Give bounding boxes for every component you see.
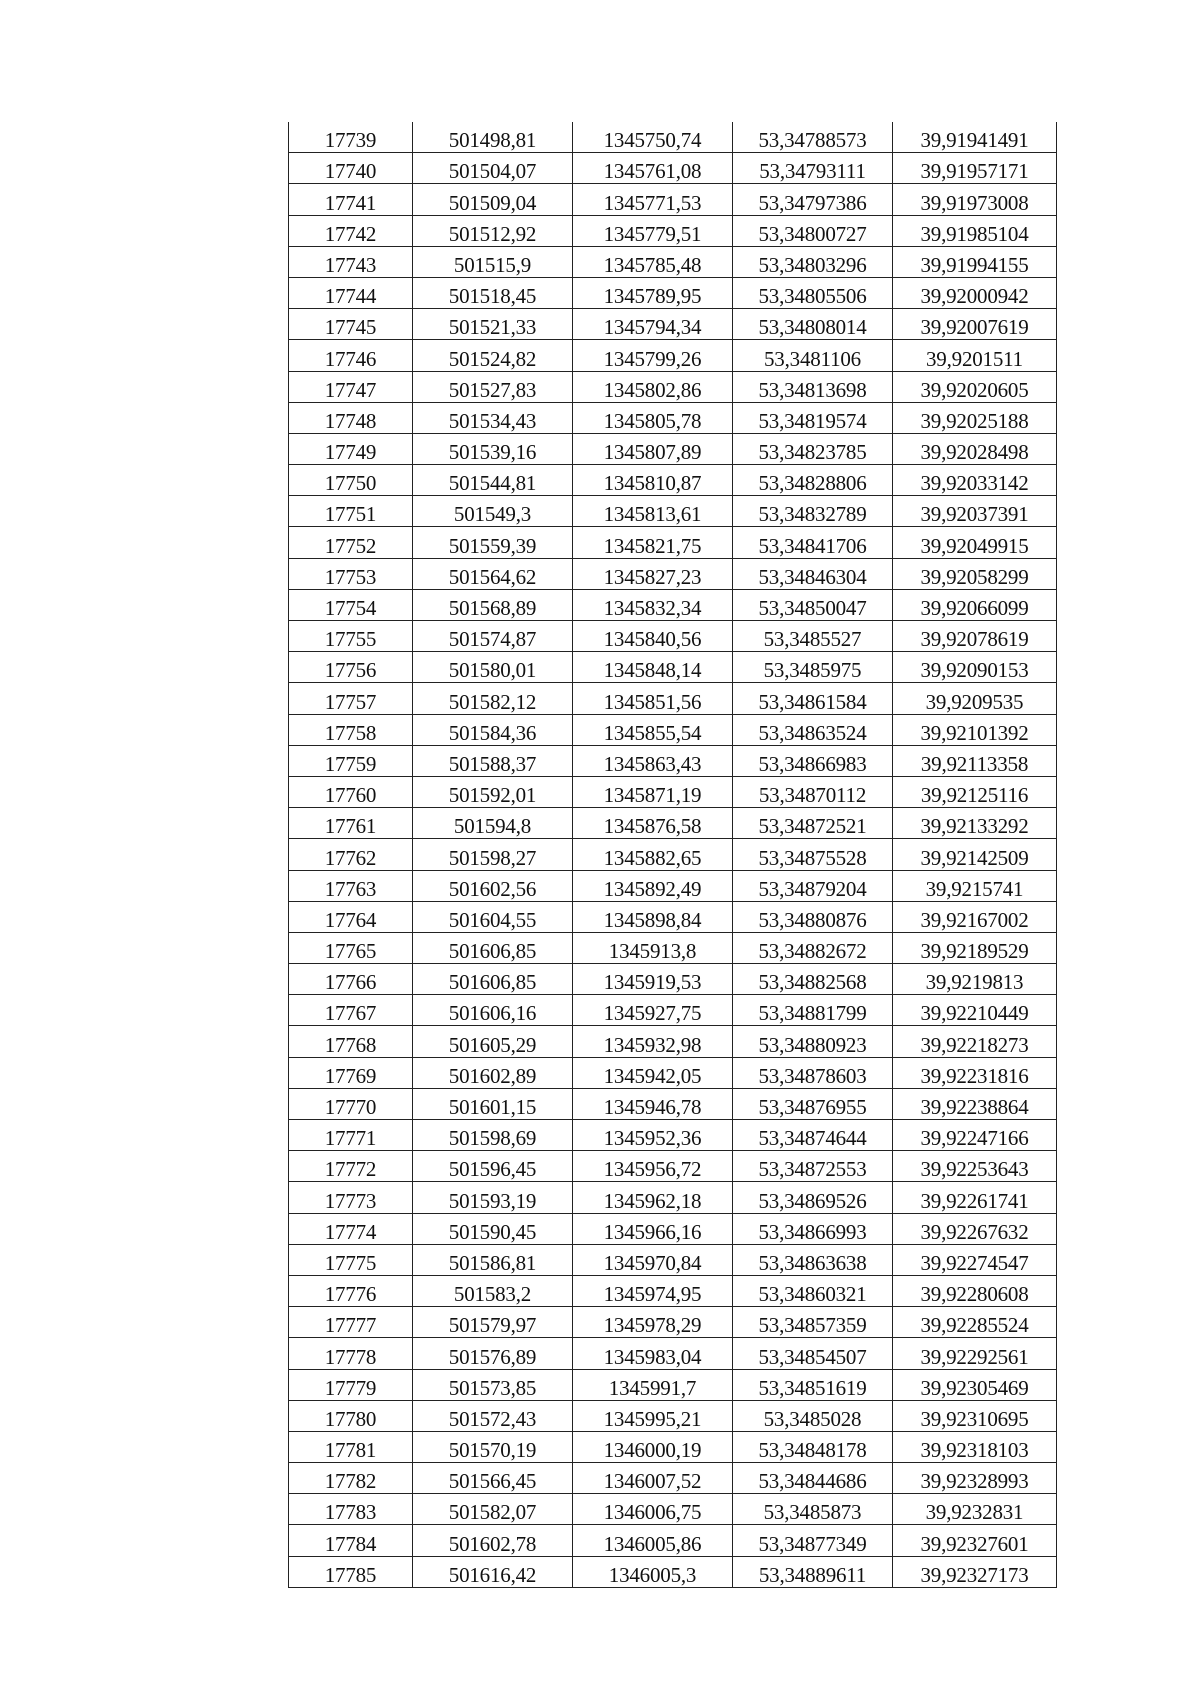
table-row xyxy=(289,714,1057,745)
table-cell-y-coordinate: 1345932,98 xyxy=(573,1026,733,1057)
table-cell-longitude: 39,92218273 xyxy=(893,1026,1057,1057)
table-cell-point-number: 17740 xyxy=(289,153,413,184)
table-cell-latitude: 53,34823785 xyxy=(733,433,893,464)
table-cell-longitude: 39,92113358 xyxy=(893,745,1057,776)
table-cell-point-number: 17754 xyxy=(289,589,413,620)
table-row xyxy=(289,1151,1057,1182)
table-row xyxy=(289,1026,1057,1057)
table-cell-x-coordinate: 501572,43 xyxy=(413,1400,573,1431)
table-cell-x-coordinate: 501602,89 xyxy=(413,1057,573,1088)
table-cell-latitude: 53,34880876 xyxy=(733,901,893,932)
table-cell-longitude: 39,92000942 xyxy=(893,277,1057,308)
table-cell-longitude: 39,9232831 xyxy=(893,1494,1057,1525)
table-cell-x-coordinate: 501598,69 xyxy=(413,1120,573,1151)
table-row xyxy=(289,1120,1057,1151)
table-cell-y-coordinate: 1345810,87 xyxy=(573,465,733,496)
table-cell-x-coordinate: 501584,36 xyxy=(413,714,573,745)
table-cell-point-number: 17774 xyxy=(289,1213,413,1244)
coordinates-table-body xyxy=(289,122,1057,1587)
table-cell-x-coordinate: 501616,42 xyxy=(413,1556,573,1587)
table-cell-longitude: 39,92261741 xyxy=(893,1182,1057,1213)
table-cell-longitude: 39,9201511 xyxy=(893,340,1057,371)
coordinates-table xyxy=(288,122,1057,1588)
table-cell-point-number: 17783 xyxy=(289,1494,413,1525)
table-cell-latitude: 53,34863524 xyxy=(733,714,893,745)
table-cell-longitude: 39,92253643 xyxy=(893,1151,1057,1182)
table-row xyxy=(289,1275,1057,1306)
table-row xyxy=(289,371,1057,402)
table-cell-y-coordinate: 1345851,56 xyxy=(573,683,733,714)
table-row xyxy=(289,652,1057,683)
table-cell-x-coordinate: 501586,81 xyxy=(413,1244,573,1275)
table-cell-x-coordinate: 501580,01 xyxy=(413,652,573,683)
table-cell-x-coordinate: 501549,3 xyxy=(413,496,573,527)
table-cell-y-coordinate: 1345991,7 xyxy=(573,1369,733,1400)
table-cell-y-coordinate: 1345898,84 xyxy=(573,901,733,932)
table-cell-x-coordinate: 501509,04 xyxy=(413,184,573,215)
table-cell-latitude: 53,34872521 xyxy=(733,808,893,839)
table-cell-latitude: 53,34841706 xyxy=(733,527,893,558)
table-cell-longitude: 39,92247166 xyxy=(893,1120,1057,1151)
table-cell-point-number: 17748 xyxy=(289,402,413,433)
table-cell-longitude: 39,91957171 xyxy=(893,153,1057,184)
table-cell-longitude: 39,92238864 xyxy=(893,1088,1057,1119)
table-row xyxy=(289,995,1057,1026)
table-row xyxy=(289,1369,1057,1400)
table-cell-longitude: 39,92090153 xyxy=(893,652,1057,683)
table-cell-x-coordinate: 501601,15 xyxy=(413,1088,573,1119)
table-cell-x-coordinate: 501512,92 xyxy=(413,215,573,246)
table-cell-longitude: 39,92285524 xyxy=(893,1307,1057,1338)
table-row xyxy=(289,215,1057,246)
table-cell-y-coordinate: 1345978,29 xyxy=(573,1307,733,1338)
table-row xyxy=(289,1494,1057,1525)
table-cell-latitude: 53,34879204 xyxy=(733,870,893,901)
table-cell-y-coordinate: 1346005,86 xyxy=(573,1525,733,1556)
table-row xyxy=(289,246,1057,277)
table-cell-latitude: 53,3485527 xyxy=(733,621,893,652)
table-cell-longitude: 39,92133292 xyxy=(893,808,1057,839)
table-cell-point-number: 17771 xyxy=(289,1120,413,1151)
table-cell-y-coordinate: 1345832,34 xyxy=(573,589,733,620)
table-cell-x-coordinate: 501521,33 xyxy=(413,309,573,340)
table-cell-y-coordinate: 1345892,49 xyxy=(573,870,733,901)
table-cell-latitude: 53,34808014 xyxy=(733,309,893,340)
table-row xyxy=(289,776,1057,807)
table-cell-point-number: 17756 xyxy=(289,652,413,683)
table-cell-y-coordinate: 1345802,86 xyxy=(573,371,733,402)
table-cell-longitude: 39,92292561 xyxy=(893,1338,1057,1369)
table-cell-x-coordinate: 501524,82 xyxy=(413,340,573,371)
table-cell-y-coordinate: 1345952,36 xyxy=(573,1120,733,1151)
table-cell-point-number: 17743 xyxy=(289,246,413,277)
table-cell-x-coordinate: 501504,07 xyxy=(413,153,573,184)
table-cell-point-number: 17741 xyxy=(289,184,413,215)
table-cell-y-coordinate: 1345913,8 xyxy=(573,932,733,963)
table-cell-x-coordinate: 501579,97 xyxy=(413,1307,573,1338)
table-cell-point-number: 17782 xyxy=(289,1463,413,1494)
table-cell-longitude: 39,9219813 xyxy=(893,964,1057,995)
table-cell-x-coordinate: 501602,78 xyxy=(413,1525,573,1556)
table-cell-longitude: 39,92274547 xyxy=(893,1244,1057,1275)
table-cell-y-coordinate: 1345779,51 xyxy=(573,215,733,246)
table-cell-point-number: 17765 xyxy=(289,932,413,963)
table-cell-point-number: 17757 xyxy=(289,683,413,714)
table-cell-y-coordinate: 1345919,53 xyxy=(573,964,733,995)
table-cell-point-number: 17762 xyxy=(289,839,413,870)
coordinates-table-container xyxy=(288,122,1056,1588)
table-cell-y-coordinate: 1345771,53 xyxy=(573,184,733,215)
table-cell-point-number: 17746 xyxy=(289,340,413,371)
table-row xyxy=(289,1182,1057,1213)
table-row xyxy=(289,870,1057,901)
table-cell-longitude: 39,92058299 xyxy=(893,558,1057,589)
table-cell-point-number: 17781 xyxy=(289,1431,413,1462)
table-cell-point-number: 17768 xyxy=(289,1026,413,1057)
table-cell-point-number: 17750 xyxy=(289,465,413,496)
table-cell-latitude: 53,34848178 xyxy=(733,1431,893,1462)
table-cell-longitude: 39,92318103 xyxy=(893,1431,1057,1462)
table-cell-point-number: 17739 xyxy=(289,122,413,153)
table-cell-x-coordinate: 501592,01 xyxy=(413,776,573,807)
table-cell-latitude: 53,34805506 xyxy=(733,277,893,308)
table-cell-latitude: 53,34876955 xyxy=(733,1088,893,1119)
table-cell-longitude: 39,92020605 xyxy=(893,371,1057,402)
table-cell-x-coordinate: 501588,37 xyxy=(413,745,573,776)
table-cell-longitude: 39,91973008 xyxy=(893,184,1057,215)
table-row xyxy=(289,1057,1057,1088)
table-cell-x-coordinate: 501606,85 xyxy=(413,964,573,995)
table-row xyxy=(289,1556,1057,1587)
table-cell-x-coordinate: 501564,62 xyxy=(413,558,573,589)
table-cell-latitude: 53,34857359 xyxy=(733,1307,893,1338)
table-cell-latitude: 53,34866993 xyxy=(733,1213,893,1244)
table-cell-x-coordinate: 501515,9 xyxy=(413,246,573,277)
table-cell-point-number: 17775 xyxy=(289,1244,413,1275)
table-cell-y-coordinate: 1345848,14 xyxy=(573,652,733,683)
table-cell-longitude: 39,92231816 xyxy=(893,1057,1057,1088)
table-cell-latitude: 53,34846304 xyxy=(733,558,893,589)
table-cell-y-coordinate: 1346005,3 xyxy=(573,1556,733,1587)
table-cell-point-number: 17770 xyxy=(289,1088,413,1119)
table-cell-latitude: 53,34861584 xyxy=(733,683,893,714)
table-cell-point-number: 17745 xyxy=(289,309,413,340)
table-cell-x-coordinate: 501606,16 xyxy=(413,995,573,1026)
table-row xyxy=(289,309,1057,340)
table-cell-y-coordinate: 1345750,74 xyxy=(573,122,733,153)
table-cell-longitude: 39,92280608 xyxy=(893,1275,1057,1306)
table-cell-latitude: 53,34882672 xyxy=(733,932,893,963)
table-cell-longitude: 39,92028498 xyxy=(893,433,1057,464)
table-cell-x-coordinate: 501544,81 xyxy=(413,465,573,496)
table-row xyxy=(289,153,1057,184)
table-cell-y-coordinate: 1345789,95 xyxy=(573,277,733,308)
table-cell-latitude: 53,34803296 xyxy=(733,246,893,277)
table-cell-y-coordinate: 1345799,26 xyxy=(573,340,733,371)
table-row xyxy=(289,184,1057,215)
table-cell-x-coordinate: 501582,07 xyxy=(413,1494,573,1525)
table-row xyxy=(289,932,1057,963)
table-cell-point-number: 17761 xyxy=(289,808,413,839)
table-cell-point-number: 17760 xyxy=(289,776,413,807)
table-cell-longitude: 39,9209535 xyxy=(893,683,1057,714)
table-cell-x-coordinate: 501527,83 xyxy=(413,371,573,402)
table-cell-longitude: 39,92142509 xyxy=(893,839,1057,870)
table-row xyxy=(289,558,1057,589)
table-cell-x-coordinate: 501518,45 xyxy=(413,277,573,308)
table-row xyxy=(289,496,1057,527)
table-cell-latitude: 53,34866983 xyxy=(733,745,893,776)
table-cell-x-coordinate: 501583,2 xyxy=(413,1275,573,1306)
table-cell-point-number: 17763 xyxy=(289,870,413,901)
table-cell-y-coordinate: 1345863,43 xyxy=(573,745,733,776)
table-cell-longitude: 39,92189529 xyxy=(893,932,1057,963)
table-cell-point-number: 17751 xyxy=(289,496,413,527)
table-cell-latitude: 53,34863638 xyxy=(733,1244,893,1275)
table-row xyxy=(289,1431,1057,1462)
table-cell-y-coordinate: 1345962,18 xyxy=(573,1182,733,1213)
table-cell-point-number: 17776 xyxy=(289,1275,413,1306)
table-cell-point-number: 17778 xyxy=(289,1338,413,1369)
table-row xyxy=(289,1088,1057,1119)
table-cell-x-coordinate: 501498,81 xyxy=(413,122,573,153)
table-cell-x-coordinate: 501559,39 xyxy=(413,527,573,558)
table-row xyxy=(289,1525,1057,1556)
table-row xyxy=(289,964,1057,995)
table-cell-point-number: 17769 xyxy=(289,1057,413,1088)
table-cell-x-coordinate: 501539,16 xyxy=(413,433,573,464)
table-cell-point-number: 17773 xyxy=(289,1182,413,1213)
table-cell-y-coordinate: 1345882,65 xyxy=(573,839,733,870)
table-cell-point-number: 17753 xyxy=(289,558,413,589)
table-cell-x-coordinate: 501576,89 xyxy=(413,1338,573,1369)
table-cell-point-number: 17755 xyxy=(289,621,413,652)
table-cell-x-coordinate: 501594,8 xyxy=(413,808,573,839)
table-cell-longitude: 39,92328993 xyxy=(893,1463,1057,1494)
table-row xyxy=(289,839,1057,870)
table-cell-longitude: 39,92327173 xyxy=(893,1556,1057,1587)
table-cell-point-number: 17764 xyxy=(289,901,413,932)
table-cell-longitude: 39,92267632 xyxy=(893,1213,1057,1244)
table-cell-y-coordinate: 1346000,19 xyxy=(573,1431,733,1462)
table-cell-latitude: 53,34860321 xyxy=(733,1275,893,1306)
table-cell-y-coordinate: 1345974,95 xyxy=(573,1275,733,1306)
table-cell-point-number: 17752 xyxy=(289,527,413,558)
table-cell-latitude: 53,34851619 xyxy=(733,1369,893,1400)
table-cell-longitude: 39,92037391 xyxy=(893,496,1057,527)
table-cell-longitude: 39,91941491 xyxy=(893,122,1057,153)
table-cell-point-number: 17744 xyxy=(289,277,413,308)
table-cell-longitude: 39,91985104 xyxy=(893,215,1057,246)
table-cell-x-coordinate: 501602,56 xyxy=(413,870,573,901)
table-cell-latitude: 53,34828806 xyxy=(733,465,893,496)
table-cell-x-coordinate: 501606,85 xyxy=(413,932,573,963)
table-cell-y-coordinate: 1345785,48 xyxy=(573,246,733,277)
table-cell-x-coordinate: 501598,27 xyxy=(413,839,573,870)
table-row xyxy=(289,1244,1057,1275)
table-cell-latitude: 53,34793111 xyxy=(733,153,893,184)
table-cell-latitude: 53,34800727 xyxy=(733,215,893,246)
table-cell-latitude: 53,34844686 xyxy=(733,1463,893,1494)
table-cell-latitude: 53,34819574 xyxy=(733,402,893,433)
table-row xyxy=(289,589,1057,620)
table-row xyxy=(289,901,1057,932)
table-cell-latitude: 53,34872553 xyxy=(733,1151,893,1182)
table-row xyxy=(289,745,1057,776)
table-cell-point-number: 17758 xyxy=(289,714,413,745)
table-cell-longitude: 39,91994155 xyxy=(893,246,1057,277)
table-cell-point-number: 17766 xyxy=(289,964,413,995)
table-cell-longitude: 39,92007619 xyxy=(893,309,1057,340)
table-cell-latitude: 53,34878603 xyxy=(733,1057,893,1088)
table-cell-y-coordinate: 1345983,04 xyxy=(573,1338,733,1369)
table-cell-latitude: 53,34813698 xyxy=(733,371,893,402)
table-cell-latitude: 53,34832789 xyxy=(733,496,893,527)
table-cell-x-coordinate: 501596,45 xyxy=(413,1151,573,1182)
table-cell-y-coordinate: 1346006,75 xyxy=(573,1494,733,1525)
table-cell-y-coordinate: 1345966,16 xyxy=(573,1213,733,1244)
table-cell-longitude: 39,92125116 xyxy=(893,776,1057,807)
table-cell-point-number: 17784 xyxy=(289,1525,413,1556)
table-cell-x-coordinate: 501574,87 xyxy=(413,621,573,652)
table-cell-latitude: 53,34854507 xyxy=(733,1338,893,1369)
table-row xyxy=(289,1338,1057,1369)
table-cell-y-coordinate: 1345970,84 xyxy=(573,1244,733,1275)
table-row xyxy=(289,621,1057,652)
table-cell-x-coordinate: 501573,85 xyxy=(413,1369,573,1400)
table-cell-y-coordinate: 1345871,19 xyxy=(573,776,733,807)
table-cell-x-coordinate: 501570,19 xyxy=(413,1431,573,1462)
table-cell-y-coordinate: 1345956,72 xyxy=(573,1151,733,1182)
table-cell-latitude: 53,34850047 xyxy=(733,589,893,620)
table-row xyxy=(289,340,1057,371)
table-cell-longitude: 39,92210449 xyxy=(893,995,1057,1026)
table-cell-y-coordinate: 1345805,78 xyxy=(573,402,733,433)
table-cell-y-coordinate: 1345761,08 xyxy=(573,153,733,184)
table-cell-longitude: 39,92033142 xyxy=(893,465,1057,496)
table-cell-latitude: 53,3481106 xyxy=(733,340,893,371)
table-cell-latitude: 53,34875528 xyxy=(733,839,893,870)
table-cell-y-coordinate: 1345794,34 xyxy=(573,309,733,340)
table-row xyxy=(289,1463,1057,1494)
table-cell-point-number: 17749 xyxy=(289,433,413,464)
table-cell-y-coordinate: 1345807,89 xyxy=(573,433,733,464)
table-cell-latitude: 53,34881799 xyxy=(733,995,893,1026)
table-cell-point-number: 17759 xyxy=(289,745,413,776)
table-cell-latitude: 53,34870112 xyxy=(733,776,893,807)
table-cell-x-coordinate: 501593,19 xyxy=(413,1182,573,1213)
table-cell-y-coordinate: 1346007,52 xyxy=(573,1463,733,1494)
table-cell-longitude: 39,92078619 xyxy=(893,621,1057,652)
table-cell-x-coordinate: 501568,89 xyxy=(413,589,573,620)
table-cell-y-coordinate: 1345946,78 xyxy=(573,1088,733,1119)
table-cell-longitude: 39,92101392 xyxy=(893,714,1057,745)
table-cell-longitude: 39,92310695 xyxy=(893,1400,1057,1431)
table-cell-x-coordinate: 501566,45 xyxy=(413,1463,573,1494)
table-cell-point-number: 17779 xyxy=(289,1369,413,1400)
table-cell-x-coordinate: 501534,43 xyxy=(413,402,573,433)
table-cell-y-coordinate: 1345821,75 xyxy=(573,527,733,558)
table-cell-latitude: 53,34874644 xyxy=(733,1120,893,1151)
table-cell-latitude: 53,34889611 xyxy=(733,1556,893,1587)
table-cell-longitude: 39,92066099 xyxy=(893,589,1057,620)
table-cell-latitude: 53,3485028 xyxy=(733,1400,893,1431)
table-cell-x-coordinate: 501582,12 xyxy=(413,683,573,714)
table-cell-x-coordinate: 501604,55 xyxy=(413,901,573,932)
table-row xyxy=(289,465,1057,496)
table-row xyxy=(289,1307,1057,1338)
table-row xyxy=(289,277,1057,308)
table-cell-y-coordinate: 1345840,56 xyxy=(573,621,733,652)
table-cell-longitude: 39,92327601 xyxy=(893,1525,1057,1556)
table-cell-point-number: 17772 xyxy=(289,1151,413,1182)
table-row xyxy=(289,433,1057,464)
table-row xyxy=(289,1213,1057,1244)
table-cell-latitude: 53,34877349 xyxy=(733,1525,893,1556)
table-cell-point-number: 17780 xyxy=(289,1400,413,1431)
table-cell-point-number: 17742 xyxy=(289,215,413,246)
table-cell-longitude: 39,92025188 xyxy=(893,402,1057,433)
table-cell-x-coordinate: 501590,45 xyxy=(413,1213,573,1244)
table-cell-latitude: 53,3485873 xyxy=(733,1494,893,1525)
table-cell-x-coordinate: 501605,29 xyxy=(413,1026,573,1057)
table-cell-y-coordinate: 1345855,54 xyxy=(573,714,733,745)
table-cell-longitude: 39,92167002 xyxy=(893,901,1057,932)
table-cell-latitude: 53,34880923 xyxy=(733,1026,893,1057)
table-cell-latitude: 53,34882568 xyxy=(733,964,893,995)
table-cell-longitude: 39,92305469 xyxy=(893,1369,1057,1400)
table-row xyxy=(289,683,1057,714)
table-cell-latitude: 53,3485975 xyxy=(733,652,893,683)
table-cell-point-number: 17785 xyxy=(289,1556,413,1587)
table-cell-latitude: 53,34797386 xyxy=(733,184,893,215)
table-row xyxy=(289,122,1057,153)
table-cell-point-number: 17747 xyxy=(289,371,413,402)
table-row xyxy=(289,527,1057,558)
table-cell-y-coordinate: 1345995,21 xyxy=(573,1400,733,1431)
table-cell-point-number: 17777 xyxy=(289,1307,413,1338)
table-cell-point-number: 17767 xyxy=(289,995,413,1026)
table-cell-y-coordinate: 1345827,23 xyxy=(573,558,733,589)
table-cell-latitude: 53,34869526 xyxy=(733,1182,893,1213)
table-row xyxy=(289,1400,1057,1431)
table-cell-longitude: 39,9215741 xyxy=(893,870,1057,901)
table-cell-y-coordinate: 1345813,61 xyxy=(573,496,733,527)
table-row xyxy=(289,402,1057,433)
table-cell-longitude: 39,92049915 xyxy=(893,527,1057,558)
table-cell-y-coordinate: 1345942,05 xyxy=(573,1057,733,1088)
table-row xyxy=(289,808,1057,839)
table-cell-latitude: 53,34788573 xyxy=(733,122,893,153)
table-cell-y-coordinate: 1345876,58 xyxy=(573,808,733,839)
table-cell-y-coordinate: 1345927,75 xyxy=(573,995,733,1026)
